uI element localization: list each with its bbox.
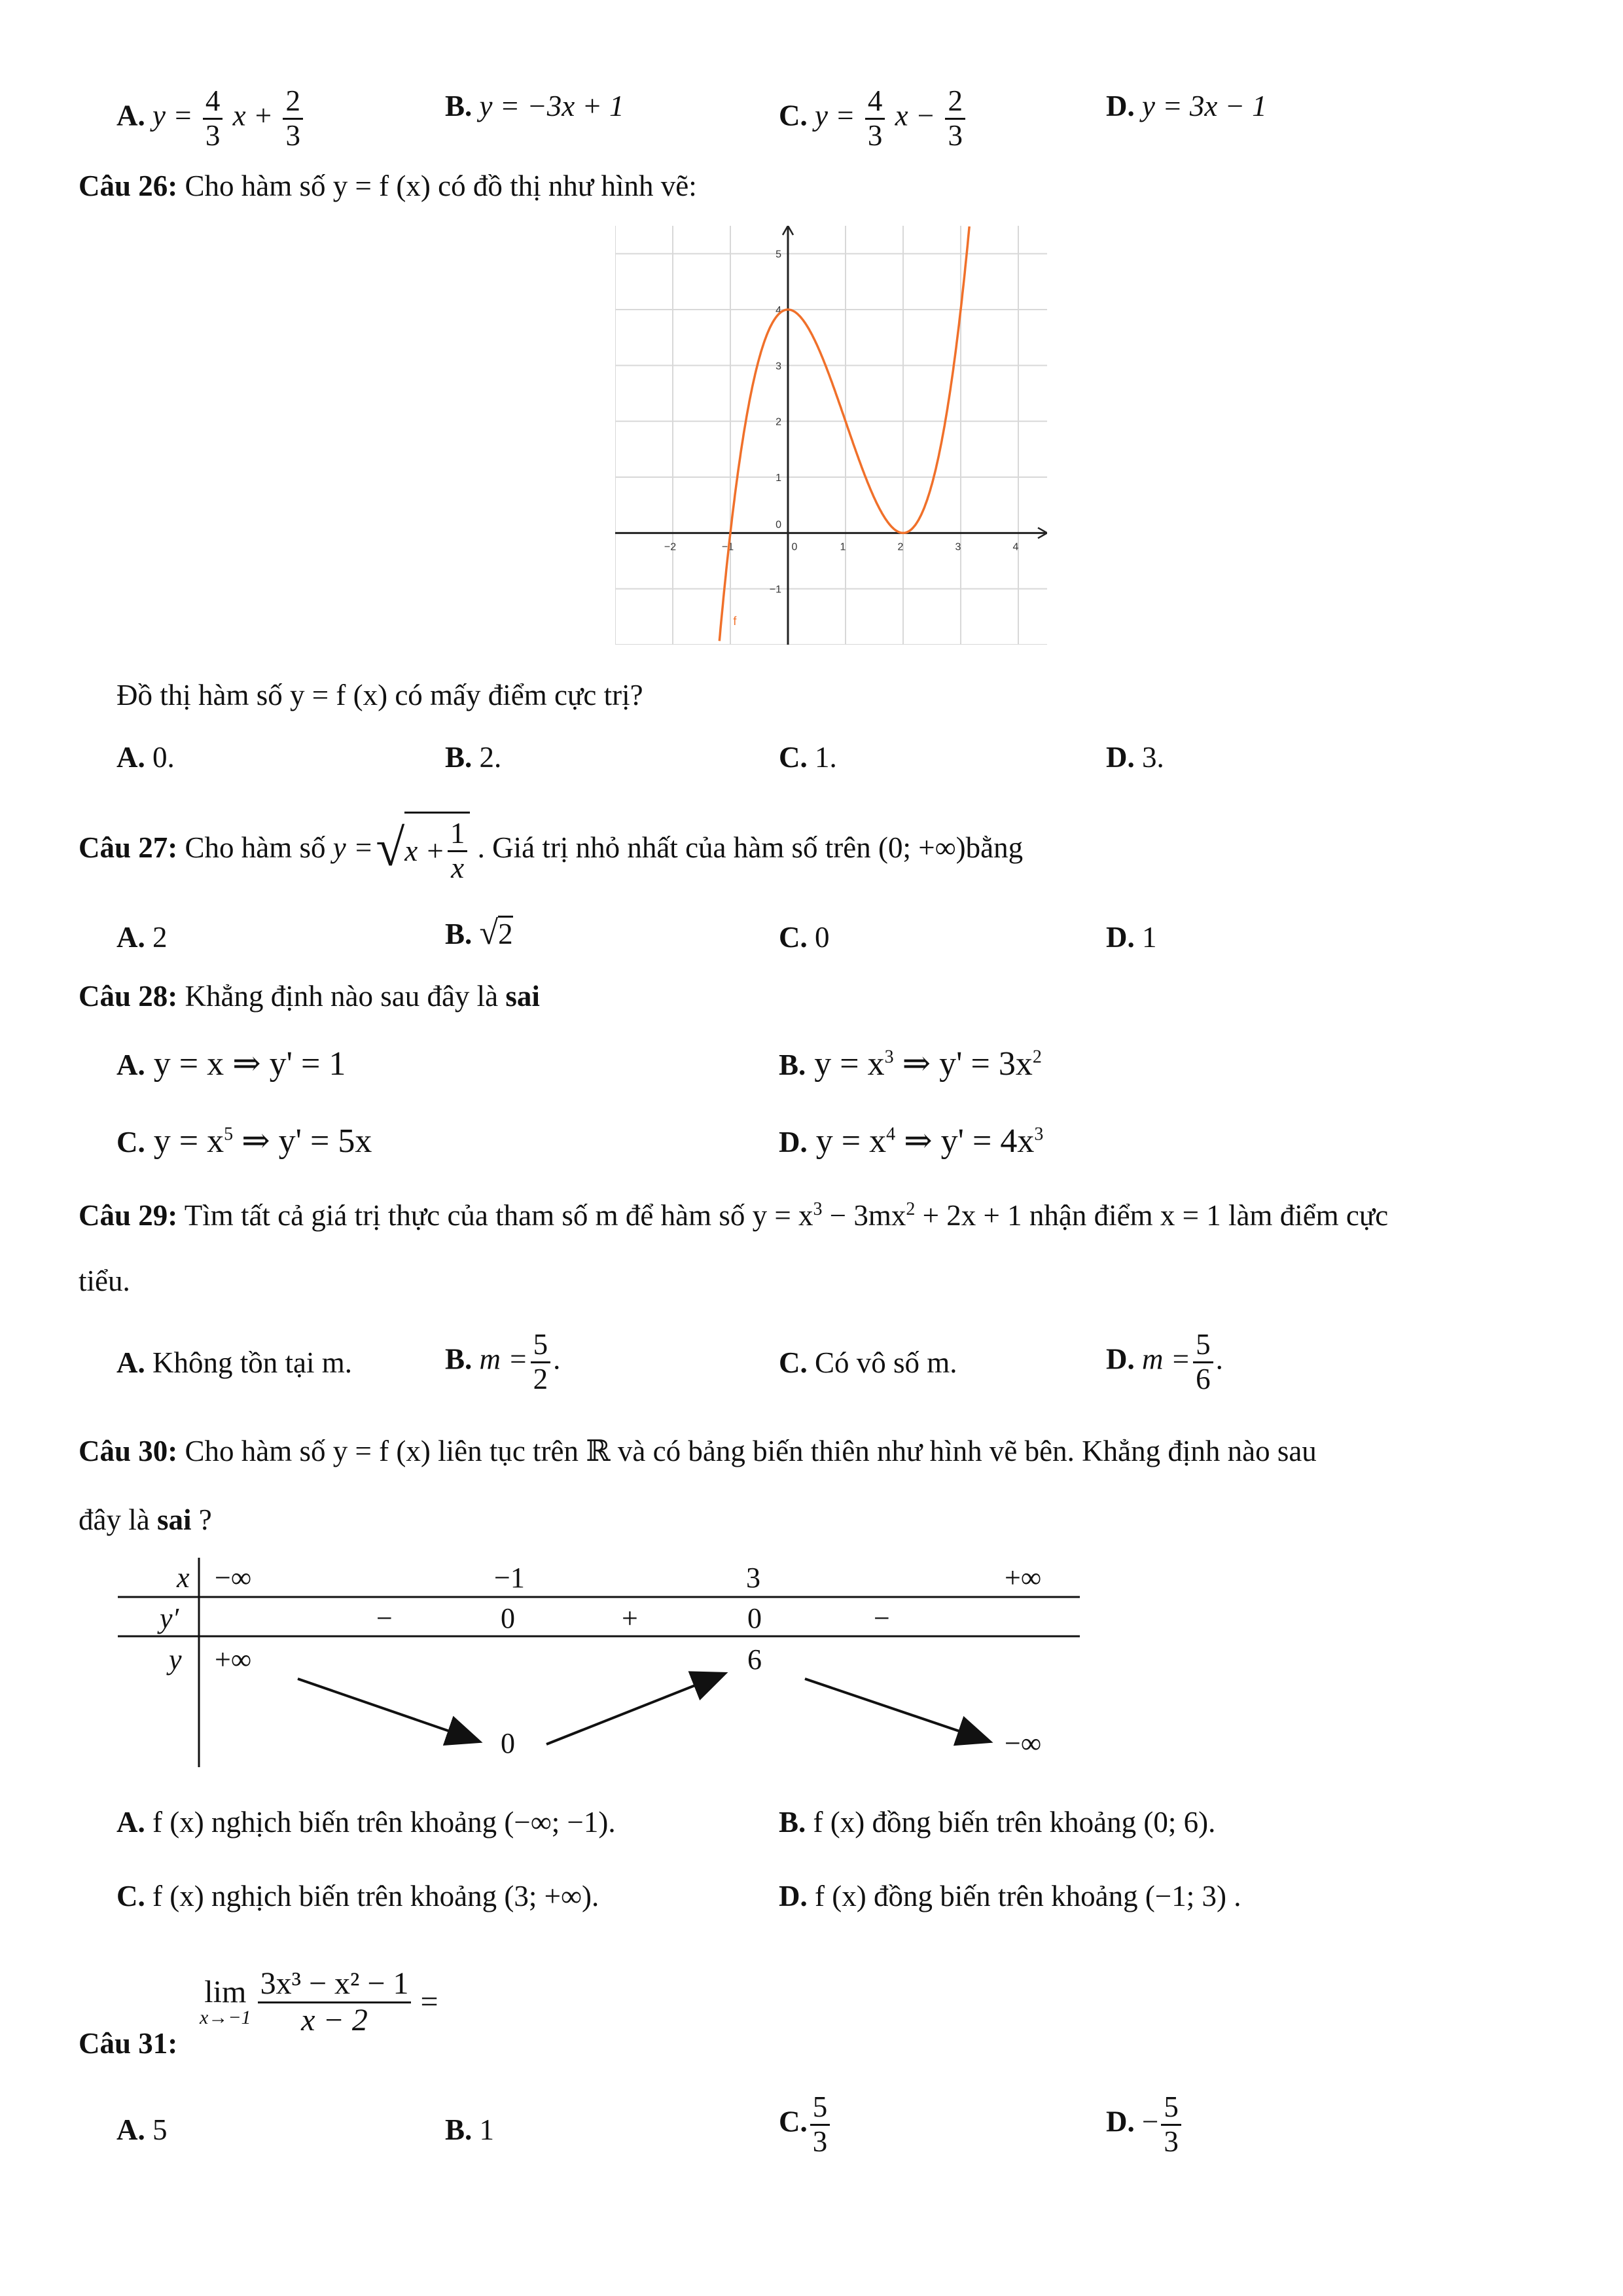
- y-value: 6: [747, 1643, 762, 1676]
- question-text: − 3mx: [822, 1199, 906, 1232]
- option-label: A.: [116, 741, 145, 774]
- q27-option-a: [116, 923, 168, 952]
- option-label: B.: [779, 1049, 806, 1081]
- num: 1: [448, 817, 468, 852]
- exponent: 4: [886, 1124, 896, 1145]
- q28-stem: [79, 982, 540, 1011]
- den: x: [451, 851, 465, 884]
- option-label: C.: [779, 1346, 808, 1379]
- grid: [615, 226, 1047, 645]
- decrease-arrow: [298, 1679, 478, 1741]
- y-value: 0: [501, 1727, 515, 1759]
- q25-option-b: [445, 92, 624, 121]
- den: 2: [533, 1362, 548, 1395]
- option-label: A.: [116, 921, 145, 954]
- option-label: D.: [1106, 921, 1135, 954]
- question-label: Câu 26:: [79, 170, 178, 202]
- option-text: y = x ⇒ y' = 1: [153, 1045, 346, 1083]
- num: 5: [1161, 2091, 1181, 2126]
- q26-option-c: [779, 743, 837, 772]
- q28-option-c: [116, 1124, 372, 1158]
- q27-stem: [79, 812, 1023, 884]
- lim-text: lim: [204, 1975, 247, 2010]
- question-text: Đồ thị hàm số y = f (x) có mấy điểm cực trị?: [116, 679, 643, 711]
- option-text: 0.: [152, 741, 175, 774]
- option-label: A.: [116, 1049, 145, 1081]
- question-text: bằng: [965, 831, 1024, 864]
- fraction: [448, 817, 468, 884]
- option-label: A.: [116, 2113, 145, 2146]
- y-tick-label: 1: [776, 473, 781, 484]
- row-label-y: y: [169, 1643, 182, 1676]
- option-text: y = −3x + 1: [479, 90, 624, 122]
- y-tick-label: 0: [776, 519, 781, 531]
- option-text: 0: [815, 921, 830, 954]
- q30-stem: [79, 1437, 1317, 1466]
- series-label: f: [733, 615, 737, 628]
- fraction: [203, 85, 223, 152]
- x-value: −∞: [215, 1562, 252, 1594]
- x-tick-label: −1: [721, 541, 734, 553]
- q30-option-d: [779, 1882, 1241, 1911]
- num: 5: [531, 1329, 551, 1363]
- q31-option-d: [1106, 2091, 1184, 2158]
- exponent: 2: [1032, 1047, 1042, 1067]
- option-label: B.: [445, 918, 473, 950]
- question-label: Câu 29:: [79, 1199, 178, 1232]
- increase-arrow: [546, 1674, 723, 1744]
- option-text: 3.: [1142, 741, 1164, 774]
- math: m =: [1142, 1342, 1191, 1376]
- equals: =: [420, 1984, 438, 2020]
- option-label: D.: [1106, 90, 1135, 122]
- num: 3x³ − x² − 1: [258, 1967, 412, 2003]
- option-text: f (x) nghịch biến trên khoảng (3; +∞).: [152, 1880, 599, 1912]
- y-tick-label: −1: [769, 584, 781, 596]
- q29-option-a: [116, 1348, 352, 1378]
- q27-option-d: [1106, 923, 1157, 952]
- option-label: B.: [445, 90, 473, 122]
- function-curve: [719, 226, 969, 641]
- question-text: Khẳng định nào sau đây là: [185, 980, 499, 1013]
- sign-value: 0: [501, 1602, 515, 1634]
- q31-option-c: [779, 2091, 832, 2158]
- q29-option-c: [779, 1348, 957, 1378]
- math: x −: [895, 99, 936, 132]
- q29-option-d: D. m = $\frac{5}{6}$ .: [1106, 1328, 1223, 1395]
- q31-option-b: [445, 2115, 494, 2145]
- question-label: Câu 28:: [79, 980, 178, 1013]
- fraction: [1193, 1329, 1213, 1395]
- num: 5: [810, 2091, 830, 2126]
- fraction: [865, 85, 885, 152]
- den: 3: [812, 2125, 828, 2158]
- q31-limit: [200, 1967, 438, 2038]
- option-text: y = 3x − 1: [1142, 90, 1267, 122]
- exponent: 5: [224, 1124, 234, 1145]
- x-value: 3: [746, 1562, 760, 1594]
- q27-option-c: [779, 923, 830, 952]
- q28-option-b: [779, 1047, 1042, 1081]
- option-label: D.: [1106, 741, 1135, 774]
- q31-option-a: [116, 2115, 168, 2145]
- option-text: 2: [152, 921, 168, 954]
- option-label: A.: [116, 1806, 145, 1839]
- sqrt-sign: √: [479, 914, 499, 952]
- y-tick-label: 3: [776, 361, 781, 372]
- option-label: C.: [779, 2105, 808, 2138]
- q29-stem-cont: [79, 1266, 130, 1296]
- math: m =: [479, 1342, 528, 1376]
- fraction: [945, 85, 965, 152]
- den: 3: [867, 118, 883, 152]
- tick-labels: [664, 249, 1019, 596]
- question-text: ?: [191, 1503, 212, 1536]
- x-tick-label: 0: [791, 541, 798, 553]
- minus-sign: −: [1142, 2105, 1159, 2138]
- option-label: C.: [779, 921, 808, 954]
- option-text: Không tồn tại m.: [152, 1346, 352, 1379]
- option-text: Có vô số m.: [815, 1346, 957, 1379]
- exponent: 3: [813, 1199, 823, 1219]
- num: 2: [945, 85, 965, 120]
- q29-option-b: B. m = $\frac{5}{2}$ .: [445, 1328, 561, 1395]
- q31-label: [79, 2029, 177, 2058]
- option-label: C.: [116, 1126, 145, 1158]
- num: 5: [1193, 1329, 1213, 1363]
- x-value: −1: [494, 1562, 525, 1594]
- question-text: . Giá trị nhỏ nhất của hàm số trên: [477, 831, 871, 864]
- math: x +: [404, 834, 445, 867]
- emphasis: sai: [156, 1503, 192, 1536]
- q30-option-c: [116, 1882, 599, 1911]
- question-text: Tìm tất cả giá trị thực của tham số m để hàm số y = x: [184, 1199, 813, 1232]
- question-text: đây là: [79, 1503, 150, 1536]
- decrease-arrow: [805, 1679, 988, 1741]
- fraction: [531, 1329, 551, 1395]
- option-label: A.: [116, 99, 145, 132]
- question-text: Cho hàm số y = f (x) liên tục trên ℝ và có bảng biến thiên như hình vẽ bên. Khẳng định nào sau: [185, 1435, 1317, 1467]
- num: 4: [203, 85, 223, 120]
- function-graph: [615, 226, 1047, 645]
- q25-option-c: [779, 85, 968, 152]
- radicand: [404, 812, 470, 884]
- fraction: [258, 1967, 412, 2038]
- q30-option-b: [779, 1808, 1215, 1837]
- den: 3: [205, 118, 221, 152]
- math: y = x: [153, 1122, 224, 1160]
- y-tick-label: 4: [776, 305, 781, 316]
- option-text: 2: [498, 916, 513, 950]
- x-tick-label: 4: [1012, 541, 1019, 553]
- q28-option-d: [779, 1124, 1043, 1158]
- q29-stem: [79, 1201, 1388, 1230]
- y-tick-label: 2: [776, 416, 781, 428]
- q26-stem: [79, 171, 697, 201]
- den: 3: [285, 118, 300, 152]
- option-label: D.: [1106, 2105, 1135, 2138]
- q26-option-b: [445, 743, 501, 772]
- q27-option-b: [445, 916, 513, 950]
- x-tick-label: 1: [840, 541, 846, 553]
- option-text: f (x) đồng biến trên khoảng (0; 6).: [813, 1806, 1216, 1839]
- option-text: 2.: [479, 741, 502, 774]
- exponent: 3: [1034, 1124, 1044, 1145]
- option-label: B.: [445, 1342, 473, 1376]
- question-label: Câu 27:: [79, 831, 178, 864]
- math: ⇒ y' = 3x: [893, 1045, 1033, 1083]
- option-text: 1: [479, 2113, 495, 2146]
- limit-operator: [200, 1977, 251, 2028]
- math: y = x: [814, 1045, 885, 1083]
- option-label: C.: [779, 99, 808, 132]
- option-label: D.: [1106, 1342, 1135, 1376]
- q26-option-d: [1106, 743, 1164, 772]
- math: x +: [232, 99, 274, 132]
- question-text: Cho hàm số: [185, 831, 326, 864]
- y-tick-label: 5: [776, 249, 781, 260]
- option-label: A.: [116, 1346, 145, 1379]
- option-text: f (x) nghịch biến trên khoảng (−∞; −1).: [152, 1806, 616, 1839]
- sign-value: −: [376, 1602, 393, 1634]
- lim-subscript: x→−1: [200, 2007, 251, 2029]
- x-value: +∞: [1005, 1562, 1042, 1594]
- question-text: Cho hàm số y = f (x) có đồ thị như hình vẽ:: [185, 170, 697, 202]
- option-label: B.: [779, 1806, 806, 1839]
- math: y =: [332, 831, 374, 864]
- math: y =: [815, 99, 855, 132]
- q30-option-a: [116, 1808, 616, 1837]
- q28-option-a: [116, 1047, 346, 1081]
- num: 4: [865, 85, 885, 120]
- x-tick-label: 3: [955, 541, 961, 553]
- math: ⇒ y' = 5x: [233, 1122, 372, 1160]
- q26-question: [116, 681, 643, 710]
- question-label: Câu 30:: [79, 1435, 178, 1467]
- option-text: 1: [1142, 921, 1157, 954]
- math: (0; +∞): [878, 831, 966, 864]
- sign-value: +: [622, 1602, 638, 1634]
- q25-option-d: [1106, 92, 1267, 121]
- sqrt-sign: √: [376, 819, 405, 877]
- option-label: C.: [116, 1880, 145, 1912]
- emphasis: sai: [505, 980, 540, 1013]
- variation-table: [118, 1558, 1080, 1767]
- exponent: 3: [884, 1047, 894, 1067]
- num: 2: [283, 85, 303, 120]
- den: x − 2: [301, 2002, 368, 2037]
- row-label-x: x: [177, 1562, 190, 1594]
- option-text: f (x) đồng biến trên khoảng (−1; 3) .: [815, 1880, 1241, 1912]
- axes: [615, 226, 1047, 645]
- x-tick-label: 2: [897, 541, 904, 553]
- option-label: D.: [779, 1126, 808, 1158]
- q25-option-a: [116, 85, 306, 152]
- y-value: +∞: [215, 1643, 252, 1676]
- option-label: C.: [779, 741, 808, 774]
- fraction: [283, 85, 303, 152]
- question-text: tiểu.: [79, 1265, 130, 1297]
- y-value: −∞: [1005, 1727, 1042, 1759]
- math: y =: [152, 99, 193, 132]
- den: 3: [1164, 2125, 1179, 2158]
- x-tick-label: −2: [664, 541, 677, 553]
- sign-value: −: [874, 1602, 890, 1634]
- q30-stem-cont: [79, 1505, 212, 1535]
- den: 3: [948, 118, 963, 152]
- option-text: 1.: [815, 741, 837, 774]
- option-label: D.: [779, 1880, 808, 1912]
- row-label-yprime: y′: [160, 1602, 179, 1634]
- q26-option-a: [116, 743, 175, 772]
- question-label: Câu 31:: [79, 2027, 178, 2060]
- fraction: [1161, 2091, 1181, 2158]
- option-label: B.: [445, 2113, 473, 2146]
- math: y = x: [815, 1122, 887, 1160]
- math: ⇒ y' = 4x: [895, 1122, 1035, 1160]
- fraction: [810, 2091, 830, 2158]
- sign-value: 0: [747, 1602, 762, 1634]
- exponent: 2: [906, 1199, 916, 1219]
- den: 6: [1196, 1362, 1211, 1395]
- option-label: B.: [445, 741, 473, 774]
- question-text: + 2x + 1 nhận điểm x = 1 làm điểm cực: [915, 1199, 1389, 1232]
- option-text: 5: [152, 2113, 168, 2146]
